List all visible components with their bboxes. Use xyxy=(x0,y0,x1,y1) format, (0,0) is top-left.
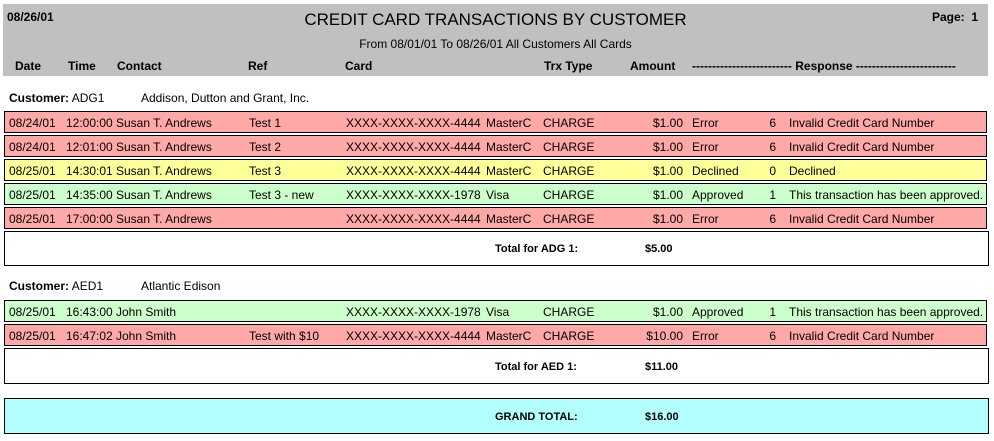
cell-contact: Susan T. Andrews xyxy=(116,164,212,178)
grand-total-box xyxy=(4,398,989,434)
customer-heading xyxy=(9,91,104,105)
cell-card: XXXX-XXXX-XXXX-4444 xyxy=(346,140,481,154)
customer-heading xyxy=(9,279,103,293)
customer-name: Atlantic Edison xyxy=(141,279,221,293)
report-header xyxy=(3,4,988,76)
cell-status: Approved xyxy=(692,188,744,202)
cell-contact: John Smith xyxy=(116,305,177,319)
cell-card-type: MasterC xyxy=(486,164,532,178)
cell-ref: Test 3 xyxy=(249,164,282,178)
customer-total-label: Total for ADG 1: xyxy=(495,243,579,255)
cell-date: 08/25/01 xyxy=(9,329,56,343)
report-title: CREDIT CARD TRANSACTIONS BY CUSTOMER xyxy=(304,10,687,29)
cell-status: Error xyxy=(692,116,719,130)
col-header-ref: Ref xyxy=(248,59,268,73)
grand-total-value: $16.00 xyxy=(645,411,679,423)
cell-response-message: This transaction has been approved. xyxy=(789,305,984,319)
cell-time: 14:35:00 xyxy=(66,188,113,202)
cell-trx-type: CHARGE xyxy=(543,329,595,343)
cell-time: 12:01:00 xyxy=(66,140,113,154)
cell-card-type: Visa xyxy=(486,305,510,319)
cell-response-message: Invalid Credit Card Number xyxy=(789,140,935,154)
customer-code: AED1 xyxy=(71,279,104,293)
col-header-trx-type: Trx Type xyxy=(544,59,593,73)
cell-response-code: 1 xyxy=(769,305,776,319)
col-header-time: Time xyxy=(68,59,96,73)
cell-amount: $10.00 xyxy=(646,329,683,343)
cell-status: Error xyxy=(692,212,719,226)
col-header-card: Card xyxy=(345,59,373,73)
transaction-row xyxy=(4,300,987,322)
grand-total-label: GRAND TOTAL: xyxy=(495,411,578,423)
cell-date: 08/25/01 xyxy=(9,305,56,319)
cell-amount: $1.00 xyxy=(652,140,683,154)
transaction-row xyxy=(4,183,987,205)
cell-status: Error xyxy=(692,329,719,343)
cell-trx-type: CHARGE xyxy=(543,188,595,202)
cell-amount: $1.00 xyxy=(652,164,683,178)
page-number: 1 xyxy=(971,10,978,24)
cell-response-code: 1 xyxy=(769,188,776,202)
transaction-row xyxy=(4,159,987,181)
cell-contact: Susan T. Andrews xyxy=(116,188,212,202)
cell-date: 08/25/01 xyxy=(9,164,56,178)
cell-response-code: 6 xyxy=(769,329,776,343)
cell-response-code: 6 xyxy=(769,116,776,130)
cell-card-type: MasterC xyxy=(486,116,532,130)
col-header-amount: Amount xyxy=(630,59,676,73)
cell-date: 08/25/01 xyxy=(9,188,56,202)
cell-amount: $1.00 xyxy=(652,116,683,130)
cell-date: 08/25/01 xyxy=(9,212,56,226)
customer-name: Addison, Dutton and Grant, Inc. xyxy=(141,91,310,105)
transaction-row xyxy=(4,135,987,157)
cell-card: XXXX-XXXX-XXXX-4444 xyxy=(346,329,481,343)
cell-ref: Test 1 xyxy=(249,116,282,130)
customer-total-value: $5.00 xyxy=(645,243,673,255)
report-date: 08/26/01 xyxy=(7,10,54,24)
page-label: Page: xyxy=(931,10,965,24)
cell-response-message: This transaction has been approved. xyxy=(789,188,984,202)
cell-contact: Susan T. Andrews xyxy=(116,140,212,154)
cell-card: XXXX-XXXX-XXXX-1978 xyxy=(346,305,481,319)
cell-time: 12:00:00 xyxy=(66,116,113,130)
cell-card: XXXX-XXXX-XXXX-4444 xyxy=(346,116,481,130)
customer-total-value: $11.00 xyxy=(645,361,679,373)
cell-card-type: MasterC xyxy=(486,140,532,154)
cell-amount: $1.00 xyxy=(652,305,683,319)
cell-ref: Test 2 xyxy=(249,140,282,154)
col-header-contact: Contact xyxy=(117,59,162,73)
cell-status: Approved xyxy=(692,305,744,319)
cell-status: Error xyxy=(692,140,719,154)
cell-status: Declined xyxy=(692,164,739,178)
transaction-row xyxy=(4,207,987,229)
customer-label: Customer: xyxy=(9,91,70,105)
customer-total-label: Total for AED 1: xyxy=(495,361,577,373)
transaction-row xyxy=(4,324,987,346)
page-indicator xyxy=(932,10,978,24)
cell-card-type: Visa xyxy=(486,188,510,202)
col-header-date: Date xyxy=(15,59,42,73)
cell-date: 08/24/01 xyxy=(9,116,56,130)
cell-trx-type: CHARGE xyxy=(543,164,595,178)
cell-time: 16:47:02 xyxy=(66,329,113,343)
cell-response-message: Invalid Credit Card Number xyxy=(789,329,935,343)
cell-ref: Test with $10 xyxy=(249,329,320,343)
cell-date: 08/24/01 xyxy=(9,140,56,154)
cell-card: XXXX-XXXX-XXXX-1978 xyxy=(346,188,481,202)
cell-trx-type: CHARGE xyxy=(543,140,595,154)
cell-response-message: Invalid Credit Card Number xyxy=(789,116,935,130)
cell-ref: Test 3 - new xyxy=(249,188,314,202)
col-header-response: ------------------------- Response ------------------------- xyxy=(692,59,956,73)
cell-response-code: 0 xyxy=(769,164,776,178)
cell-contact: Susan T. Andrews xyxy=(116,212,212,226)
cell-time: 14:30:01 xyxy=(66,164,113,178)
cell-response-code: 6 xyxy=(769,212,776,226)
cell-response-message: Declined xyxy=(789,164,836,178)
cell-contact: Susan T. Andrews xyxy=(116,116,212,130)
cell-trx-type: CHARGE xyxy=(543,305,595,319)
cell-response-message: Invalid Credit Card Number xyxy=(789,212,935,226)
cell-card: XXXX-XXXX-XXXX-4444 xyxy=(346,164,481,178)
cell-time: 17:00:00 xyxy=(66,212,113,226)
cell-trx-type: CHARGE xyxy=(543,116,595,130)
transaction-row xyxy=(4,111,987,133)
customer-code: ADG1 xyxy=(71,91,105,105)
report-subtitle: From 08/01/01 To 08/26/01 All Customers All Cards xyxy=(359,37,632,51)
customer-total-box xyxy=(4,231,989,266)
cell-contact: John Smith xyxy=(116,329,177,343)
cell-amount: $1.00 xyxy=(652,212,683,226)
cell-amount: $1.00 xyxy=(652,188,683,202)
cell-response-code: 6 xyxy=(769,140,776,154)
cell-time: 16:43:00 xyxy=(66,305,113,319)
cell-card-type: MasterC xyxy=(486,212,532,226)
cell-card: XXXX-XXXX-XXXX-4444 xyxy=(346,212,481,226)
cell-trx-type: CHARGE xyxy=(543,212,595,226)
customer-total-box xyxy=(4,348,989,384)
cell-card-type: MasterC xyxy=(486,329,532,343)
customer-label: Customer: xyxy=(9,279,70,293)
